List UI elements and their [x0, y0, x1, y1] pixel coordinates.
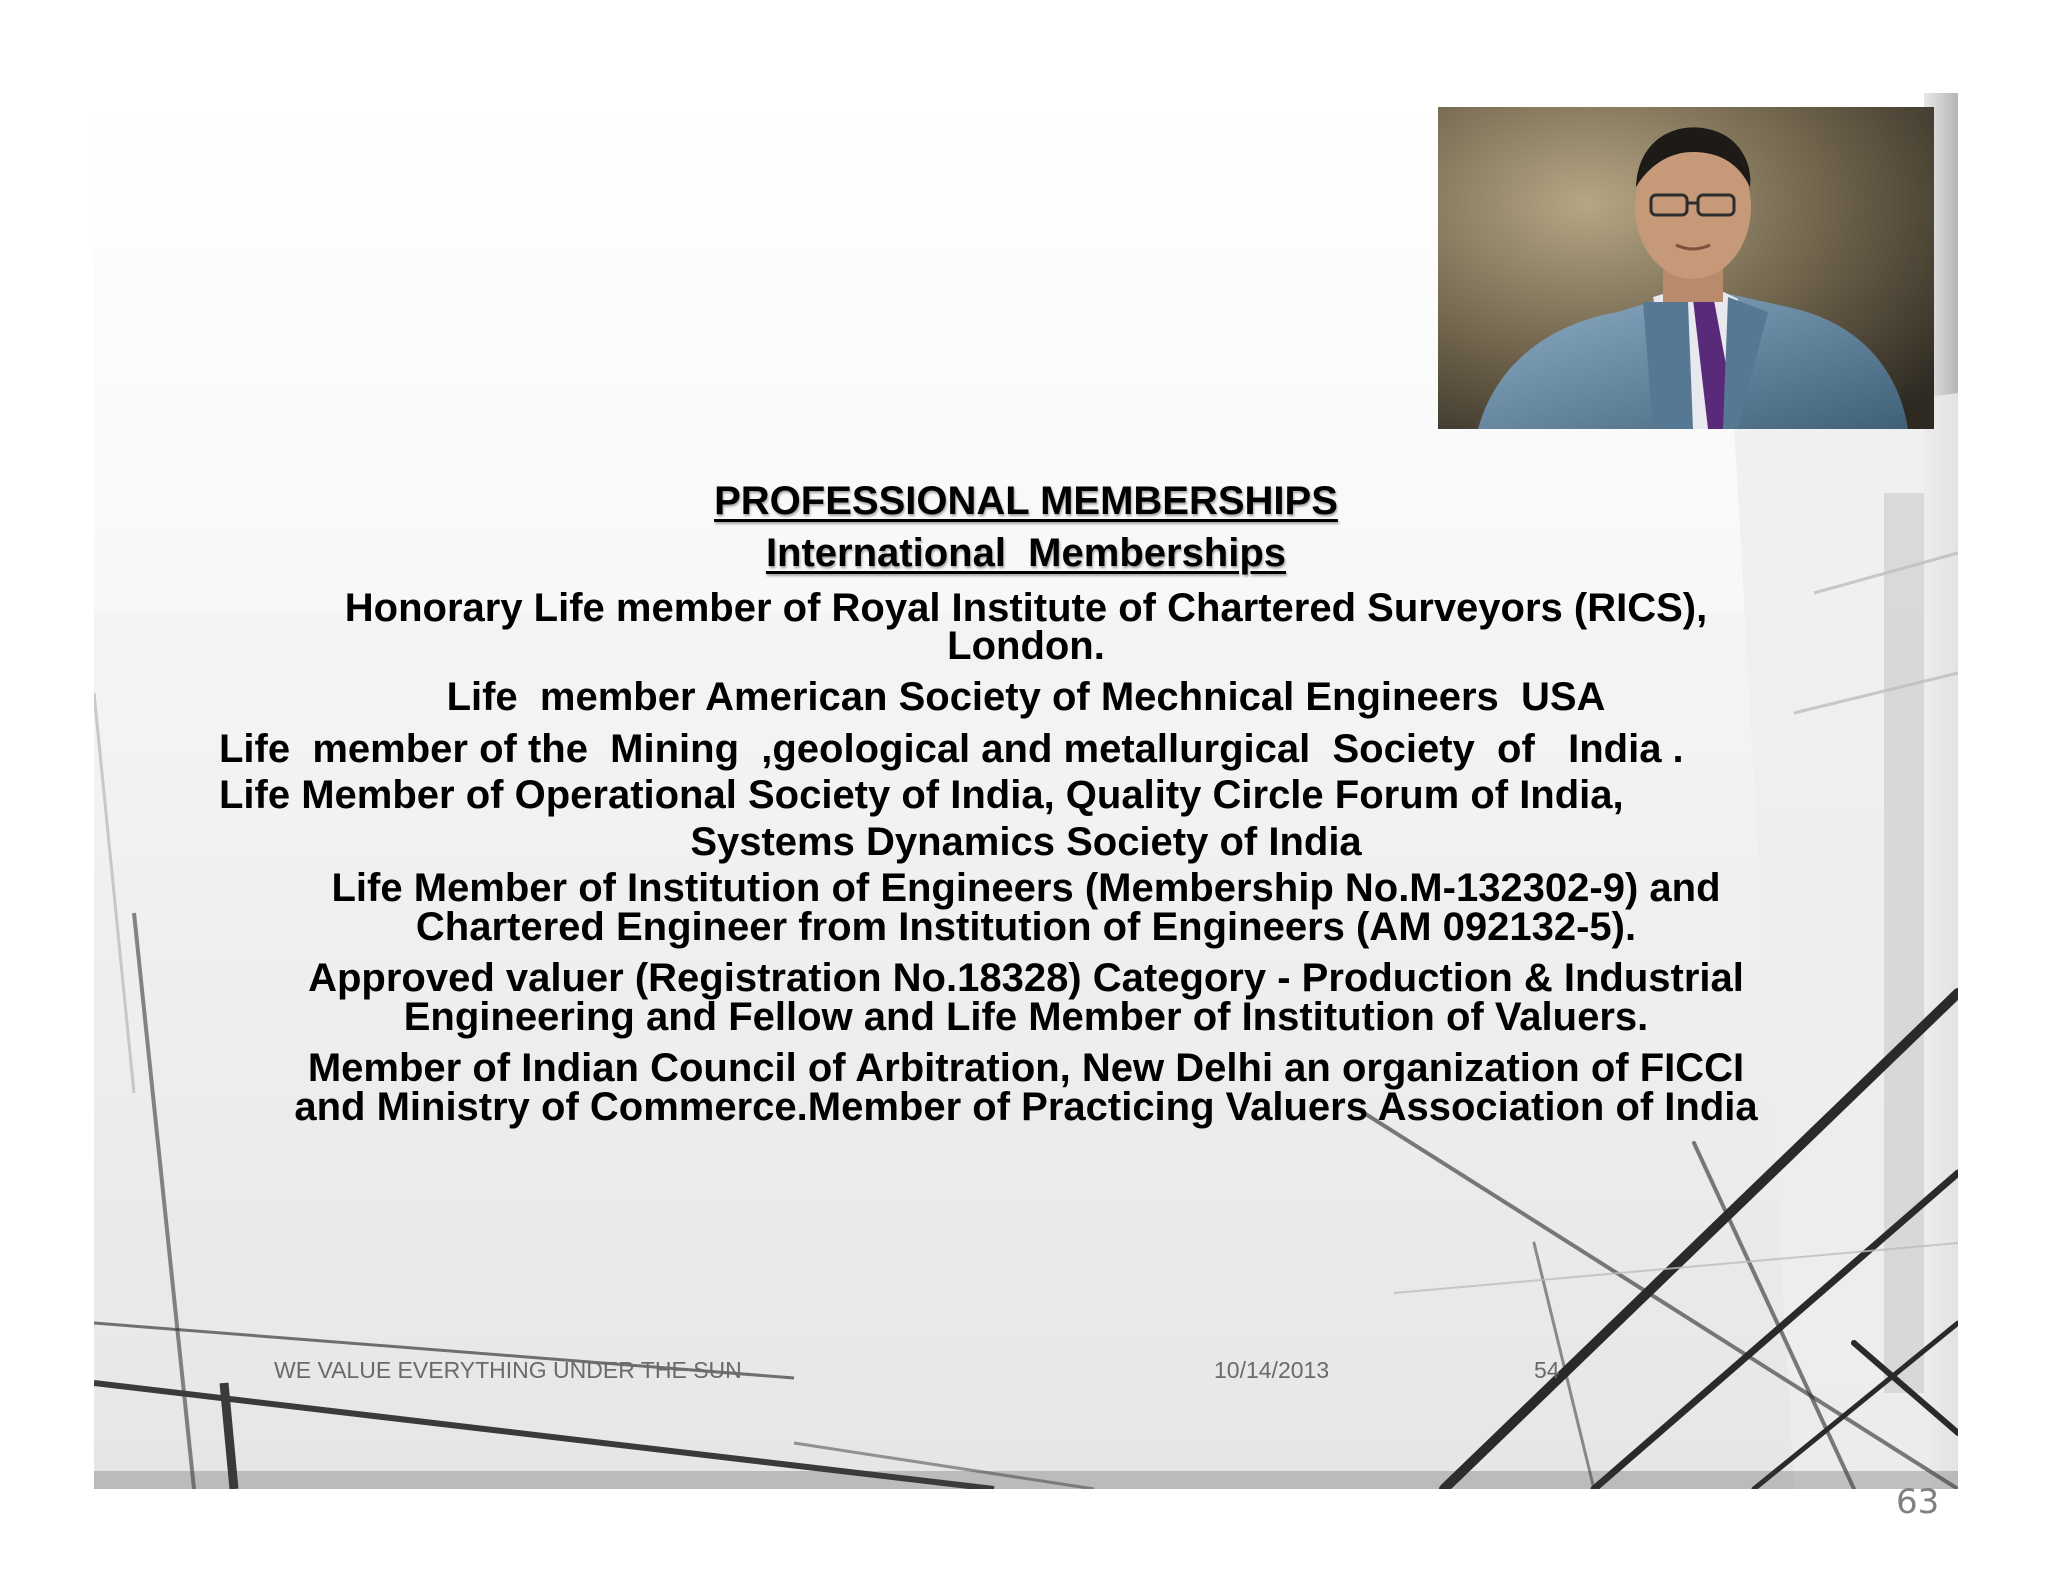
- membership-line: Chartered Engineer from Institution of Engineers (AM 092132-5).: [415, 905, 1637, 949]
- membership-line: Member of Indian Council of Arbitration, New Delhi an organization of FICCI: [307, 1046, 1745, 1090]
- membership-line: Approved valuer (Registration No.18328) Category - Production & Industrial: [308, 956, 1744, 1000]
- membership-line: Life Member of Operational Society of India, Quality Circle Forum of India,: [219, 773, 1624, 817]
- membership-line: Life member American Society of Mechnical Engineers USA: [446, 675, 1606, 719]
- section-subheading: International Memberships: [765, 531, 1287, 575]
- section-heading: PROFESSIONAL MEMBERSHIPS: [714, 479, 1338, 523]
- membership-line: Honorary Life member of Royal Institute of Chartered Surveyors (RICS),: [344, 586, 1708, 630]
- membership-line: and Ministry of Commerce.Member of Practicing Valuers Association of India: [294, 1085, 1758, 1129]
- slide: [94, 93, 1958, 1489]
- membership-line: Engineering and Fellow and Life Member of Institution of Valuers.: [403, 995, 1649, 1039]
- membership-line: Systems Dynamics Society of India: [690, 820, 1362, 864]
- membership-line: Life member of the Mining ,geological and metallurgical Society of India .: [219, 727, 1684, 771]
- footer-tagline: WE VALUE EVERYTHING UNDER THE SUN: [274, 1357, 742, 1383]
- footer-slide-number: 54: [1534, 1357, 1560, 1383]
- membership-line: London.: [947, 624, 1105, 668]
- membership-line: Life Member of Institution of Engineers (Membership No.M-132302-9) and: [331, 866, 1721, 910]
- portrait-photo: [1438, 107, 1934, 429]
- page-number: 63: [1896, 1482, 1940, 1522]
- footer-date: 10/14/2013: [1214, 1357, 1330, 1383]
